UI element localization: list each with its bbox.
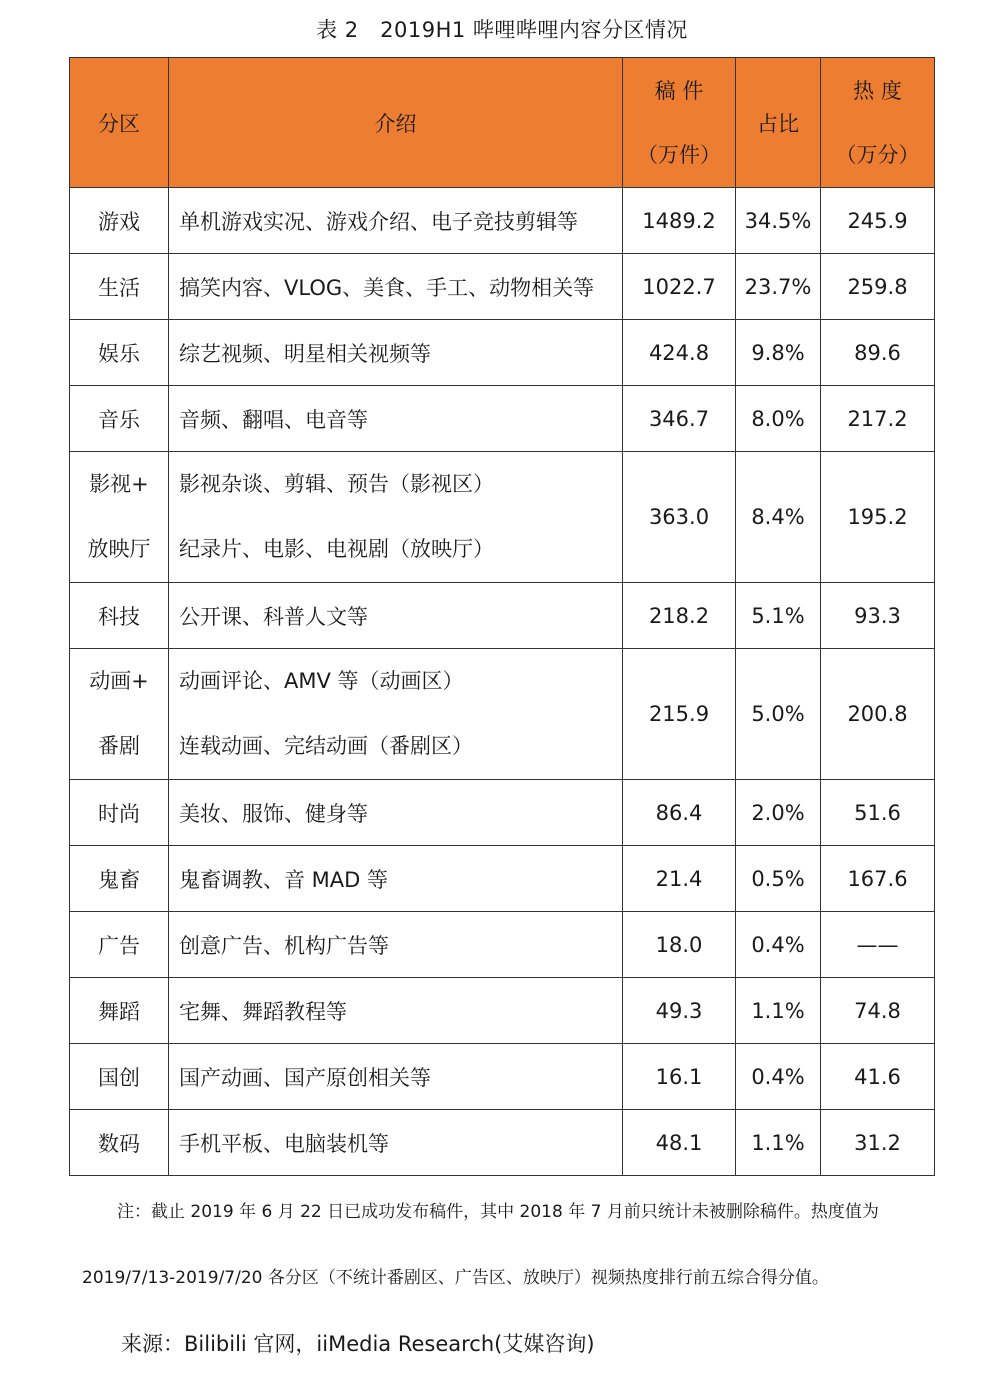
share-cell: 0.4% [736, 912, 821, 978]
intro-cell: 创意广告、机构广告等 [169, 912, 623, 978]
zone-line: 动画+ [89, 669, 149, 693]
intro-cell [169, 649, 623, 780]
header-manuscripts-label: 稿 件 [654, 78, 704, 103]
zone-cell [70, 452, 169, 583]
table-row [70, 386, 935, 452]
heat-cell: 93.3 [821, 583, 935, 649]
table-row [70, 846, 935, 912]
intro-cell [169, 452, 623, 583]
heat-cell: 31.2 [821, 1110, 935, 1176]
table-row [70, 912, 935, 978]
count-cell: 21.4 [623, 846, 736, 912]
zone-line: 放映厅 [87, 537, 151, 561]
zone-line: 番剧 [98, 734, 140, 758]
zone-cell: 广告 [70, 912, 169, 978]
header-share: 占比 [736, 58, 821, 188]
count-cell: 86.4 [623, 780, 736, 846]
share-cell: 0.5% [736, 846, 821, 912]
share-cell: 5.1% [736, 583, 821, 649]
intro-cell: 鬼畜调教、音 MAD 等 [169, 846, 623, 912]
header-manuscripts [623, 58, 736, 188]
heat-cell: 41.6 [821, 1044, 935, 1110]
share-cell: 8.0% [736, 386, 821, 452]
content-zone-table [69, 57, 935, 1176]
count-cell: 18.0 [623, 912, 736, 978]
heat-cell: —— [821, 912, 935, 978]
zone-cell [70, 649, 169, 780]
header-manuscripts-unit: （万件） [637, 142, 721, 167]
heat-cell: 259.8 [821, 254, 935, 320]
heat-cell: 51.6 [821, 780, 935, 846]
share-cell: 34.5% [736, 188, 821, 254]
zone-cell: 数码 [70, 1110, 169, 1176]
footnote-line-2: 2019/7/13-2019/7/20 各分区（不统计番剧区、广告区、放映厅）视频热度排行前五综合得分值。 [82, 1268, 829, 1288]
intro-cell: 宅舞、舞蹈教程等 [169, 978, 623, 1044]
table-caption: 表 2 2019H1 哔哩哔哩内容分区情况 [316, 18, 688, 42]
zone-cell: 音乐 [70, 386, 169, 452]
intro-cell: 手机平板、电脑装机等 [169, 1110, 623, 1176]
intro-line: 连载动画、完结动画（番剧区） [179, 734, 473, 758]
header-intro: 介绍 [169, 58, 623, 188]
count-cell: 49.3 [623, 978, 736, 1044]
zone-cell: 舞蹈 [70, 978, 169, 1044]
intro-cell: 音频、翻唱、电音等 [169, 386, 623, 452]
zone-cell: 娱乐 [70, 320, 169, 386]
header-heat-label: 热 度 [853, 78, 902, 103]
intro-line: 纪录片、电影、电视剧（放映厅） [179, 537, 494, 561]
zone-cell: 生活 [70, 254, 169, 320]
intro-cell: 搞笑内容、VLOG、美食、手工、动物相关等 [169, 254, 623, 320]
footnote-line-1: 注：截止 2019 年 6 月 22 日已成功发布稿件，其中 2018 年 7 月前只统计未被删除稿件。热度值为 [117, 1202, 879, 1222]
zone-cell: 时尚 [70, 780, 169, 846]
table-row [70, 780, 935, 846]
count-cell: 48.1 [623, 1110, 736, 1176]
header-zone: 分区 [70, 58, 169, 188]
intro-line: 动画评论、AMV 等（动画区） [179, 669, 464, 693]
table-row [70, 188, 935, 254]
header-heat-unit: （万分） [835, 142, 920, 167]
table-row [70, 649, 935, 780]
count-cell: 218.2 [623, 583, 736, 649]
count-cell: 1022.7 [623, 254, 736, 320]
intro-cell: 单机游戏实况、游戏介绍、电子竞技剪辑等 [169, 188, 623, 254]
heat-cell: 195.2 [821, 452, 935, 583]
share-cell: 9.8% [736, 320, 821, 386]
intro-cell: 公开课、科普人文等 [169, 583, 623, 649]
share-cell: 1.1% [736, 1110, 821, 1176]
table-row [70, 1044, 935, 1110]
share-cell: 8.4% [736, 452, 821, 583]
zone-cell: 国创 [70, 1044, 169, 1110]
intro-cell: 美妆、服饰、健身等 [169, 780, 623, 846]
table-row [70, 978, 935, 1044]
heat-cell: 217.2 [821, 386, 935, 452]
count-cell: 215.9 [623, 649, 736, 780]
count-cell: 424.8 [623, 320, 736, 386]
table-row [70, 583, 935, 649]
table-row [70, 1110, 935, 1176]
zone-line: 影视+ [89, 472, 149, 496]
table-row [70, 254, 935, 320]
intro-cell: 综艺视频、明星相关视频等 [169, 320, 623, 386]
source-line: 来源：Bilibili 官网，iiMedia Research(艾媒咨询) [121, 1332, 595, 1356]
heat-cell: 200.8 [821, 649, 935, 780]
header-row [70, 58, 935, 188]
intro-cell: 国产动画、国产原创相关等 [169, 1044, 623, 1110]
share-cell: 1.1% [736, 978, 821, 1044]
share-cell: 5.0% [736, 649, 821, 780]
zone-cell: 科技 [70, 583, 169, 649]
zone-cell: 鬼畜 [70, 846, 169, 912]
share-cell: 23.7% [736, 254, 821, 320]
header-heat [821, 58, 935, 188]
heat-cell: 167.6 [821, 846, 935, 912]
heat-cell: 89.6 [821, 320, 935, 386]
count-cell: 363.0 [623, 452, 736, 583]
count-cell: 1489.2 [623, 188, 736, 254]
count-cell: 16.1 [623, 1044, 736, 1110]
table-row [70, 452, 935, 583]
table-row [70, 320, 935, 386]
heat-cell: 245.9 [821, 188, 935, 254]
share-cell: 2.0% [736, 780, 821, 846]
share-cell: 0.4% [736, 1044, 821, 1110]
zone-cell: 游戏 [70, 188, 169, 254]
heat-cell: 74.8 [821, 978, 935, 1044]
intro-line: 影视杂谈、剪辑、预告（影视区） [179, 472, 494, 496]
count-cell: 346.7 [623, 386, 736, 452]
